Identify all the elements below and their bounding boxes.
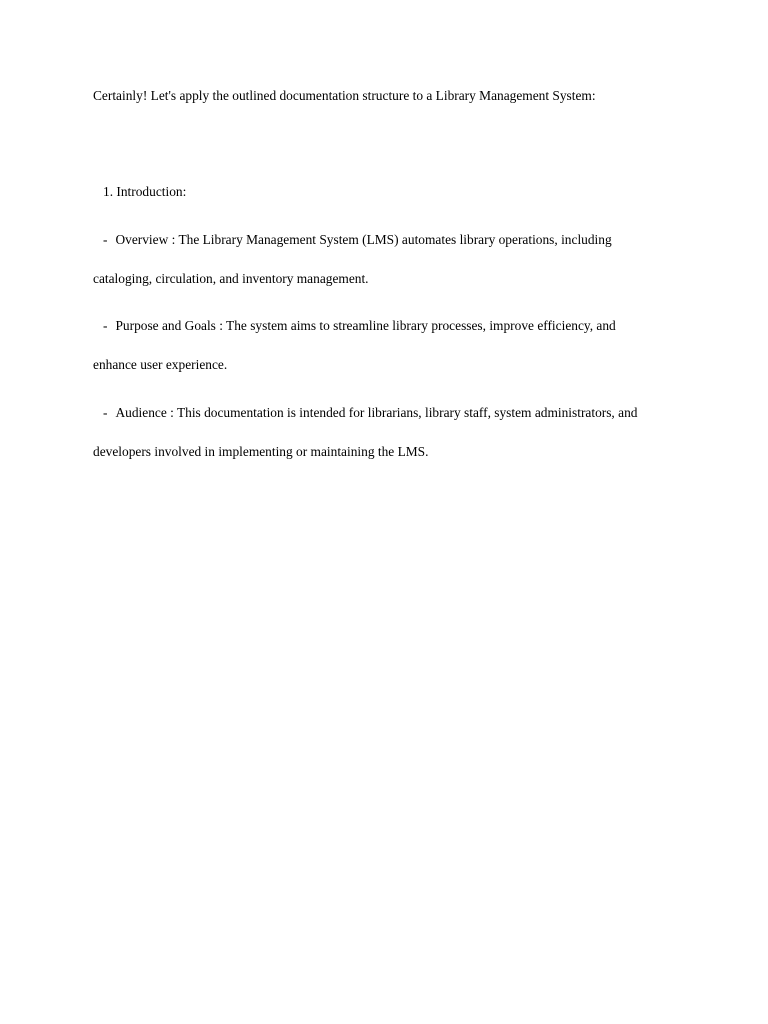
- bullet-marker: -: [103, 232, 108, 247]
- bullet-marker: -: [103, 318, 108, 333]
- bullet-marker: -: [103, 405, 108, 420]
- bullet-overview-line1: [103, 232, 612, 248]
- bullet-audience-line2: developers involved in implementing or maintaining the LMS.: [93, 444, 429, 459]
- intro-paragraph: Certainly! Let's apply the outlined documentation structure to a Library Management System:: [93, 88, 596, 103]
- bullet-text: Audience : This documentation is intended for librarians, library staff, system administrators, and: [115, 405, 638, 420]
- section-heading: [103, 184, 186, 200]
- bullet-audience-line1: [103, 405, 637, 421]
- bullet-text: Purpose and Goals : The system aims to streamline library processes, improve efficiency, and: [115, 318, 616, 333]
- bullet-purpose-line2: enhance user experience.: [93, 357, 228, 372]
- section-title: Introduction:: [116, 184, 187, 199]
- bullet-text: Overview : The Library Management System (LMS) automates library operations, including: [115, 232, 612, 247]
- section-number: 1.: [103, 184, 114, 199]
- bullet-overview-line2: cataloging, circulation, and inventory management.: [93, 271, 369, 286]
- bullet-purpose-line1: [103, 318, 616, 334]
